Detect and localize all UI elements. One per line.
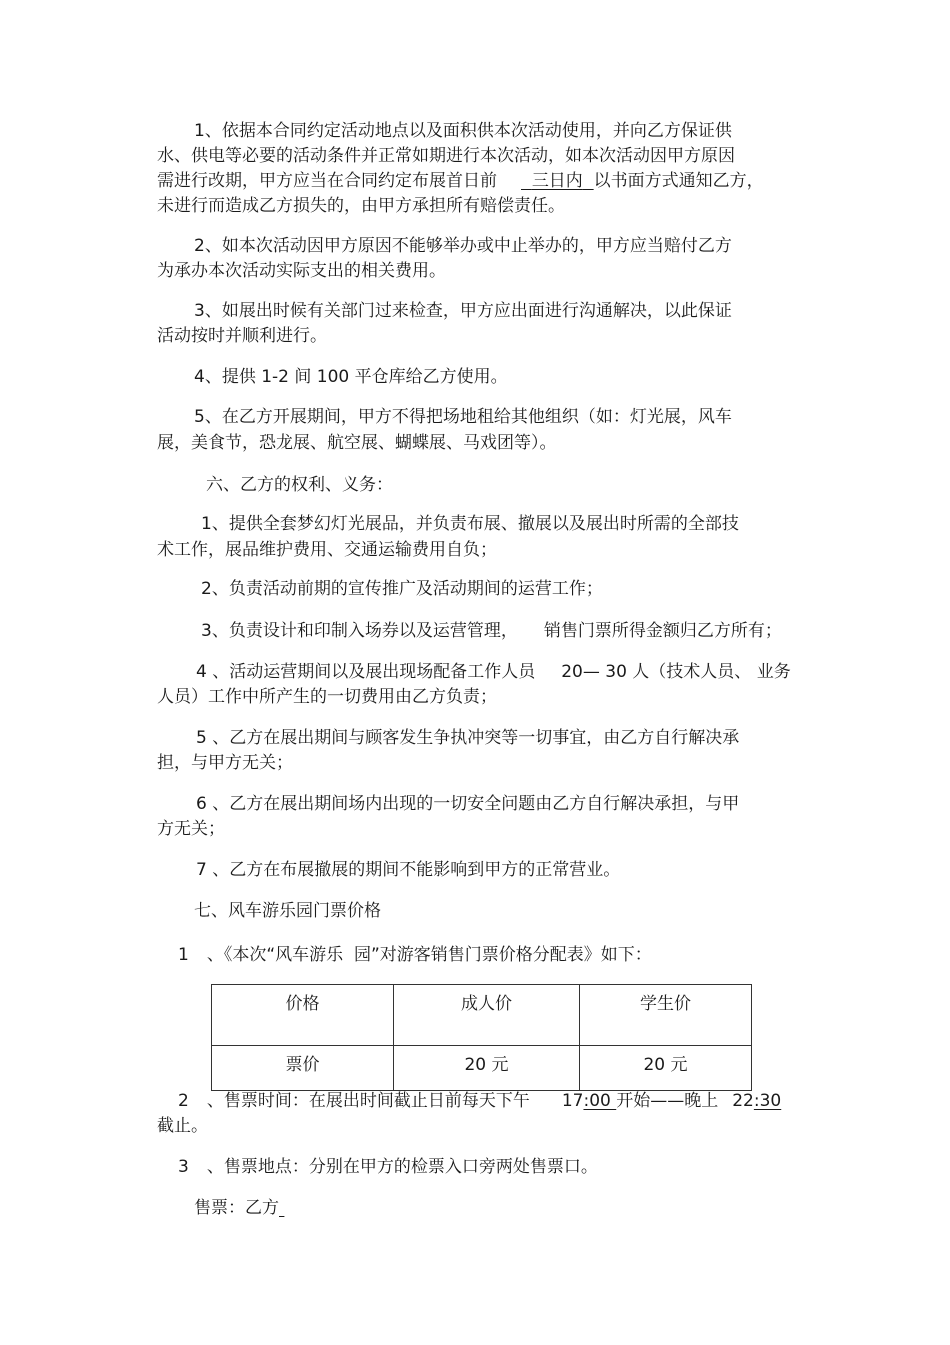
- table-row: [212, 1046, 752, 1091]
- ticket-seller-label: 售票：: [194, 1198, 245, 1218]
- ticket-seller-value: [245, 1198, 284, 1218]
- clause-6-1-line-2: 术工作，展品维护费用、交通运输费用自负；: [157, 540, 497, 560]
- table-header-cell-adult: 成人价: [394, 985, 580, 1046]
- clause-5-1-line-3: [157, 170, 764, 192]
- clause-6-6-line-1: 6 、乙方在展出期间场内出现的一切安全问题由乙方自行解决承担，与甲: [196, 794, 740, 814]
- clause-5-2-line-1: 2、如本次活动因甲方原因不能够举办或中止举办的，甲方应当赔付乙方: [194, 236, 732, 256]
- clause-7-3-line-1: [178, 1156, 598, 1178]
- clause-7-2-line-2: 截止。: [157, 1116, 208, 1136]
- sale-end-time: [732, 1091, 781, 1111]
- clause-7-3-number: 3: [178, 1157, 189, 1177]
- clause-6-4-line-2: 人员）工作中所产生的一切费用由乙方负责；: [157, 687, 497, 707]
- clause-7-1-number: 1: [178, 945, 189, 965]
- clause-6-5-line-1: 5 、乙方在展出期间与顾客发生争执冲突等一切事宜，由乙方自行解决承: [196, 728, 740, 748]
- clause-6-4-text-b: 20— 30 人（技术人员、 业务: [561, 662, 791, 682]
- clause-5-5-line-2: 展，美食节，恐龙展、航空展、蝴蝶展、马戏团等）。: [157, 433, 557, 453]
- clause-5-5-line-1: 5、在乙方开展期间，甲方不得把场地租给其他组织（如：灯光展，风车: [194, 407, 732, 427]
- clause-6-3-text-a: 3、负责设计和印制入场券以及运营管理，: [201, 621, 518, 641]
- clause-7-2-text-a: 、售票时间：在展出时间截止日前每天下午: [206, 1091, 530, 1111]
- table-header-cell-student: 学生价: [580, 985, 752, 1046]
- ticket-price-table: [211, 984, 752, 1091]
- clause-5-2-line-2: 为承办本次活动实际支出的相关费用。: [157, 261, 446, 281]
- clause-6-2-line-1: 2、负责活动前期的宣传推广及活动期间的运营工作；: [201, 579, 603, 599]
- ticket-seller-blank: [279, 1198, 284, 1218]
- notice-days-value: 三日内: [531, 171, 583, 191]
- clause-5-1-line-4: 未进行而造成乙方损失的，由甲方承担所有赔偿责任。: [157, 196, 565, 216]
- sale-start-minutes: :00: [583, 1091, 617, 1111]
- sale-end-hour: 22: [732, 1091, 754, 1111]
- clause-7-2-text-b: 开始——晚上: [616, 1091, 719, 1111]
- clause-6-4-text-a: 4 、活动运营期间以及展出现场配备工作人员: [196, 662, 536, 682]
- clause-5-3-line-1: 3、如展出时候有关部门过来检查，甲方应出面进行沟通解决，以此保证: [194, 301, 732, 321]
- clause-5-1-line-1: 1、依据本合同约定活动地点以及面积供本次活动使用，并向乙方保证供: [194, 121, 732, 141]
- clause-6-3-text-b: 销售门票所得金额归乙方所有；: [543, 621, 782, 641]
- clause-7-1-line-1: [178, 944, 652, 966]
- section-6-heading: 六、乙方的权利、义务：: [206, 475, 393, 495]
- sale-end-minutes: :30: [753, 1091, 782, 1111]
- table-cell-adult-price: 20 元: [394, 1046, 580, 1091]
- ticket-seller-line: [194, 1197, 284, 1219]
- table-cell-student-price: 20 元: [580, 1046, 752, 1091]
- clause-6-1-line-1: 1、提供全套梦幻灯光展品，并负责布展、撤展以及展出时所需的全部技: [201, 514, 739, 534]
- clause-6-3-line-1: [201, 620, 782, 642]
- clause-7-1-text: 、《本次“风车游乐 园”对游客销售门票价格分配表》如下：: [206, 945, 652, 965]
- clause-5-3-line-2: 活动按时并顺利进行。: [157, 326, 327, 346]
- sale-start-time: [562, 1091, 616, 1111]
- table-header-row: [212, 985, 752, 1046]
- clause-5-1-line-3-text-b: 以书面方式通知乙方，: [593, 171, 764, 191]
- ticket-seller-name: 乙方: [245, 1198, 279, 1218]
- clause-6-6-line-2: 方无关；: [157, 819, 225, 839]
- table-cell-label: 票价: [212, 1046, 394, 1091]
- notice-days-blank: [521, 171, 594, 191]
- clause-7-3-text: 、售票地点：分别在甲方的检票入口旁两处售票口。: [206, 1157, 598, 1177]
- clause-6-5-line-2: 担，与甲方无关；: [157, 753, 293, 773]
- sale-start-hour: 17: [561, 1091, 584, 1111]
- table-header-cell-price: 价格: [212, 985, 394, 1046]
- section-7-heading: 七、风车游乐园门票价格: [194, 901, 381, 921]
- clause-6-4-line-1: [196, 661, 791, 683]
- clause-5-1-line-2: 水、供电等必要的活动条件并正常如期进行本次活动，如本次活动因甲方原因: [157, 146, 735, 166]
- clause-7-2-number: 2: [178, 1091, 189, 1111]
- clause-7-2-line-1: [178, 1090, 781, 1112]
- clause-5-1-line-3-text-a: 需进行改期，甲方应当在合同约定布展首日前: [157, 171, 497, 191]
- clause-6-7-line-1: 7 、乙方在布展撤展的期间不能影响到甲方的正常营业。: [196, 860, 621, 880]
- clause-5-4-line-1: 4、提供 1-2 间 100 平仓库给乙方使用。: [194, 367, 508, 387]
